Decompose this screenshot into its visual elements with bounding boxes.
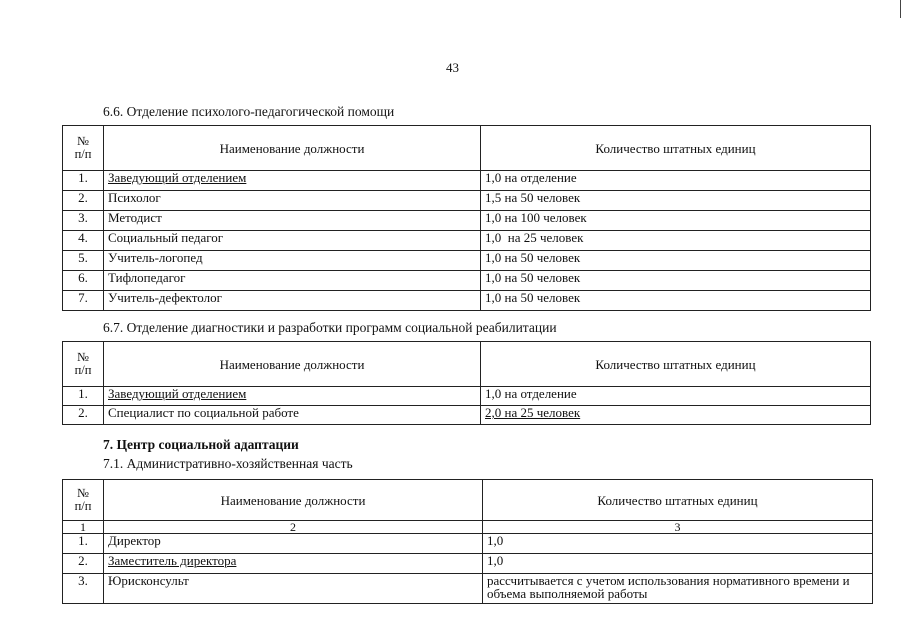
table-row [63,574,873,604]
quantity-value: 1,0 на 25 человек [481,231,871,251]
position-name: Юрисконсульт [104,574,483,604]
row-number: 1. [63,534,104,554]
quantity-value-text: 2,0 на 25 человек [485,405,581,420]
table-6-7 [62,341,871,425]
header-number-text: № п/п [74,134,92,161]
table-row [63,406,871,425]
quantity-value: 1,0 на 50 человек [481,251,871,271]
quantity-value: 1,0 [483,534,873,554]
row-number: 4. [63,231,104,251]
position-name [104,554,483,574]
row-number: 2. [63,406,104,425]
column-number: 2 [104,521,483,534]
quantity-value: 1,0 [483,554,873,574]
header-number-text: № п/п [74,486,92,513]
position-name: Директор [104,534,483,554]
row-number: 1. [63,171,104,191]
page-edge-mark [900,0,901,18]
table-row [63,191,871,211]
header-number-text: № п/п [74,350,92,377]
header-position: Наименование должности [104,342,481,387]
column-number: 1 [63,521,104,534]
row-number: 2. [63,191,104,211]
row-number: 7. [63,291,104,311]
position-name: Тифлопедагог [104,271,481,291]
table-header-row [63,126,871,171]
table-row [63,534,873,554]
position-name: Специалист по социальной работе [104,406,481,425]
position-name-text: Заместитель директора [108,553,237,568]
section-6-6-title: 6.6. Отделение психолого-педагогической помощи [103,104,395,119]
header-quantity: Количество штатных единиц [483,480,873,521]
row-number: 5. [63,251,104,271]
header-number [63,126,104,171]
table-row [63,251,871,271]
quantity-value: 1,0 на отделение [481,171,871,191]
table-7-1 [62,479,873,604]
header-position: Наименование должности [104,480,483,521]
quantity-value: 1,0 на 50 человек [481,291,871,311]
header-position: Наименование должности [104,126,481,171]
table-6-6 [62,125,871,311]
section-7-1-title: 7.1. Административно-хозяйственная часть [103,456,353,471]
position-name-text: Заведующий отделением [108,170,247,185]
header-quantity: Количество штатных единиц [481,126,871,171]
header-number [63,342,104,387]
header-number [63,480,104,521]
position-name [104,387,481,406]
section-7-heading: 7. Центр социальной адаптации [103,437,299,452]
page-number: 43 [446,60,459,75]
table-row [63,291,871,311]
table-row [63,387,871,406]
row-number: 6. [63,271,104,291]
row-number: 3. [63,574,104,604]
quantity-value: рассчитывается с учетом использования нормативного времени и объема выполняемой работы [483,574,873,604]
header-quantity: Количество штатных единиц [481,342,871,387]
position-name: Учитель-логопед [104,251,481,271]
quantity-value: 1,5 на 50 человек [481,191,871,211]
position-name-text: Заведующий отделением [108,386,247,401]
position-name: Методист [104,211,481,231]
row-number: 1. [63,387,104,406]
quantity-value: 1,0 на 100 человек [481,211,871,231]
quantity-value: 1,0 на отделение [481,387,871,406]
table-header-row [63,342,871,387]
table-row [63,171,871,191]
section-6-7-title: 6.7. Отделение диагностики и разработки программ социальной реабилитации [103,320,557,335]
quantity-value [481,406,871,425]
position-name: Учитель-дефектолог [104,291,481,311]
table-row [63,231,871,251]
row-number: 3. [63,211,104,231]
position-name [104,171,481,191]
quantity-value: 1,0 на 50 человек [481,271,871,291]
row-number: 2. [63,554,104,574]
table-row [63,554,873,574]
column-number-row [63,521,873,534]
table-row [63,211,871,231]
position-name: Психолог [104,191,481,211]
column-number: 3 [483,521,873,534]
position-name: Социальный педагог [104,231,481,251]
table-header-row [63,480,873,521]
table-row [63,271,871,291]
